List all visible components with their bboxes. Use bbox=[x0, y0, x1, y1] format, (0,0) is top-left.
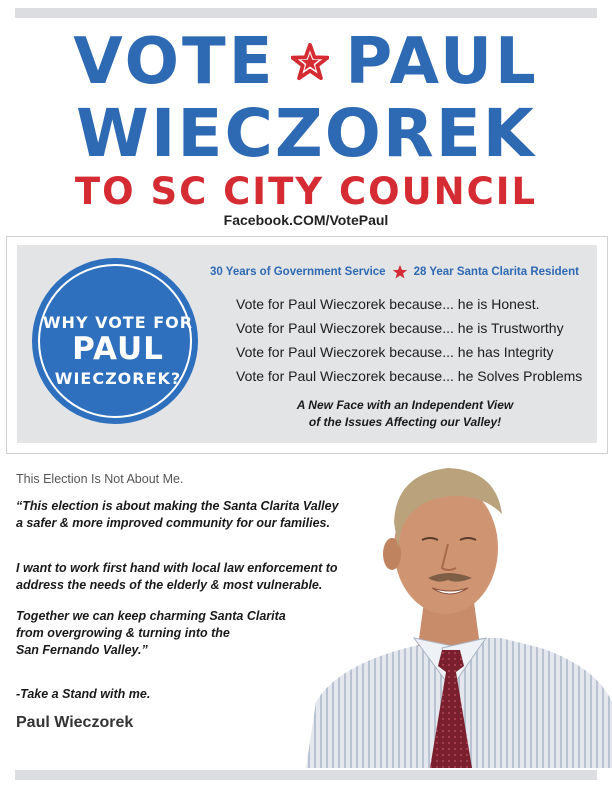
badge-line-1: WHY VOTE FOR bbox=[42, 313, 194, 332]
message-line: I want to work first hand with local law enforcement to bbox=[16, 561, 338, 575]
signature: Paul Wieczorek bbox=[16, 714, 134, 731]
reason-solves-problems: Vote for Paul Wieczorek because... he Solves Problems bbox=[236, 368, 583, 384]
bottom-divider-bar bbox=[15, 770, 597, 780]
closing-line: -Take a Stand with me. bbox=[16, 687, 151, 701]
headline-line-3: TO SC CITY COUNCIL bbox=[74, 170, 538, 213]
facebook-link[interactable]: Facebook.COM/VotePaul bbox=[223, 212, 389, 228]
reason-integrity: Vote for Paul Wieczorek because... he has Integrity bbox=[236, 344, 554, 360]
message-line: San Fernando Valley.” bbox=[16, 643, 148, 657]
star-icon bbox=[392, 264, 408, 280]
message-line: address the needs of the elderly & most vulnerable. bbox=[16, 578, 323, 592]
why-vote-badge bbox=[32, 258, 198, 424]
message-heading: This Election Is Not About Me. bbox=[16, 472, 184, 486]
badge-line-2: PAUL bbox=[72, 331, 164, 367]
headline-line-2: WIECZOREK bbox=[76, 95, 536, 172]
reasons-list bbox=[236, 292, 596, 388]
candidate-photo bbox=[296, 452, 612, 768]
headline-vote: VOTE bbox=[73, 25, 276, 99]
badge-line-3: WIECZOREK? bbox=[54, 369, 182, 388]
credentials-line bbox=[210, 264, 610, 280]
reason-trustworthy: Vote for Paul Wieczorek because... he is Trustworthy bbox=[236, 320, 564, 336]
slogan-line-1: A New Face with an Independent View bbox=[296, 398, 514, 412]
credential-government: 30 Years of Government Service bbox=[210, 266, 386, 278]
slogan-line-2: of the Issues Affecting our Valley! bbox=[308, 415, 502, 429]
headline-paul: PAUL bbox=[345, 25, 539, 99]
credential-resident: 28 Year Santa Clarita Resident bbox=[413, 266, 579, 278]
reason-honest: Vote for Paul Wieczorek because... he is Honest. bbox=[236, 296, 540, 312]
slogan bbox=[210, 397, 600, 431]
message-line: a safer & more improved community for our families. bbox=[16, 516, 330, 530]
message-line: “This election is about making the Santa Clarita Valley bbox=[16, 499, 339, 513]
top-divider-bar bbox=[15, 8, 597, 18]
message-line: Together we can keep charming Santa Clarita bbox=[16, 609, 286, 623]
star-icon bbox=[291, 43, 329, 81]
message-line: from overgrowing & turning into the bbox=[16, 626, 230, 640]
headline-line-1 bbox=[0, 26, 612, 98]
